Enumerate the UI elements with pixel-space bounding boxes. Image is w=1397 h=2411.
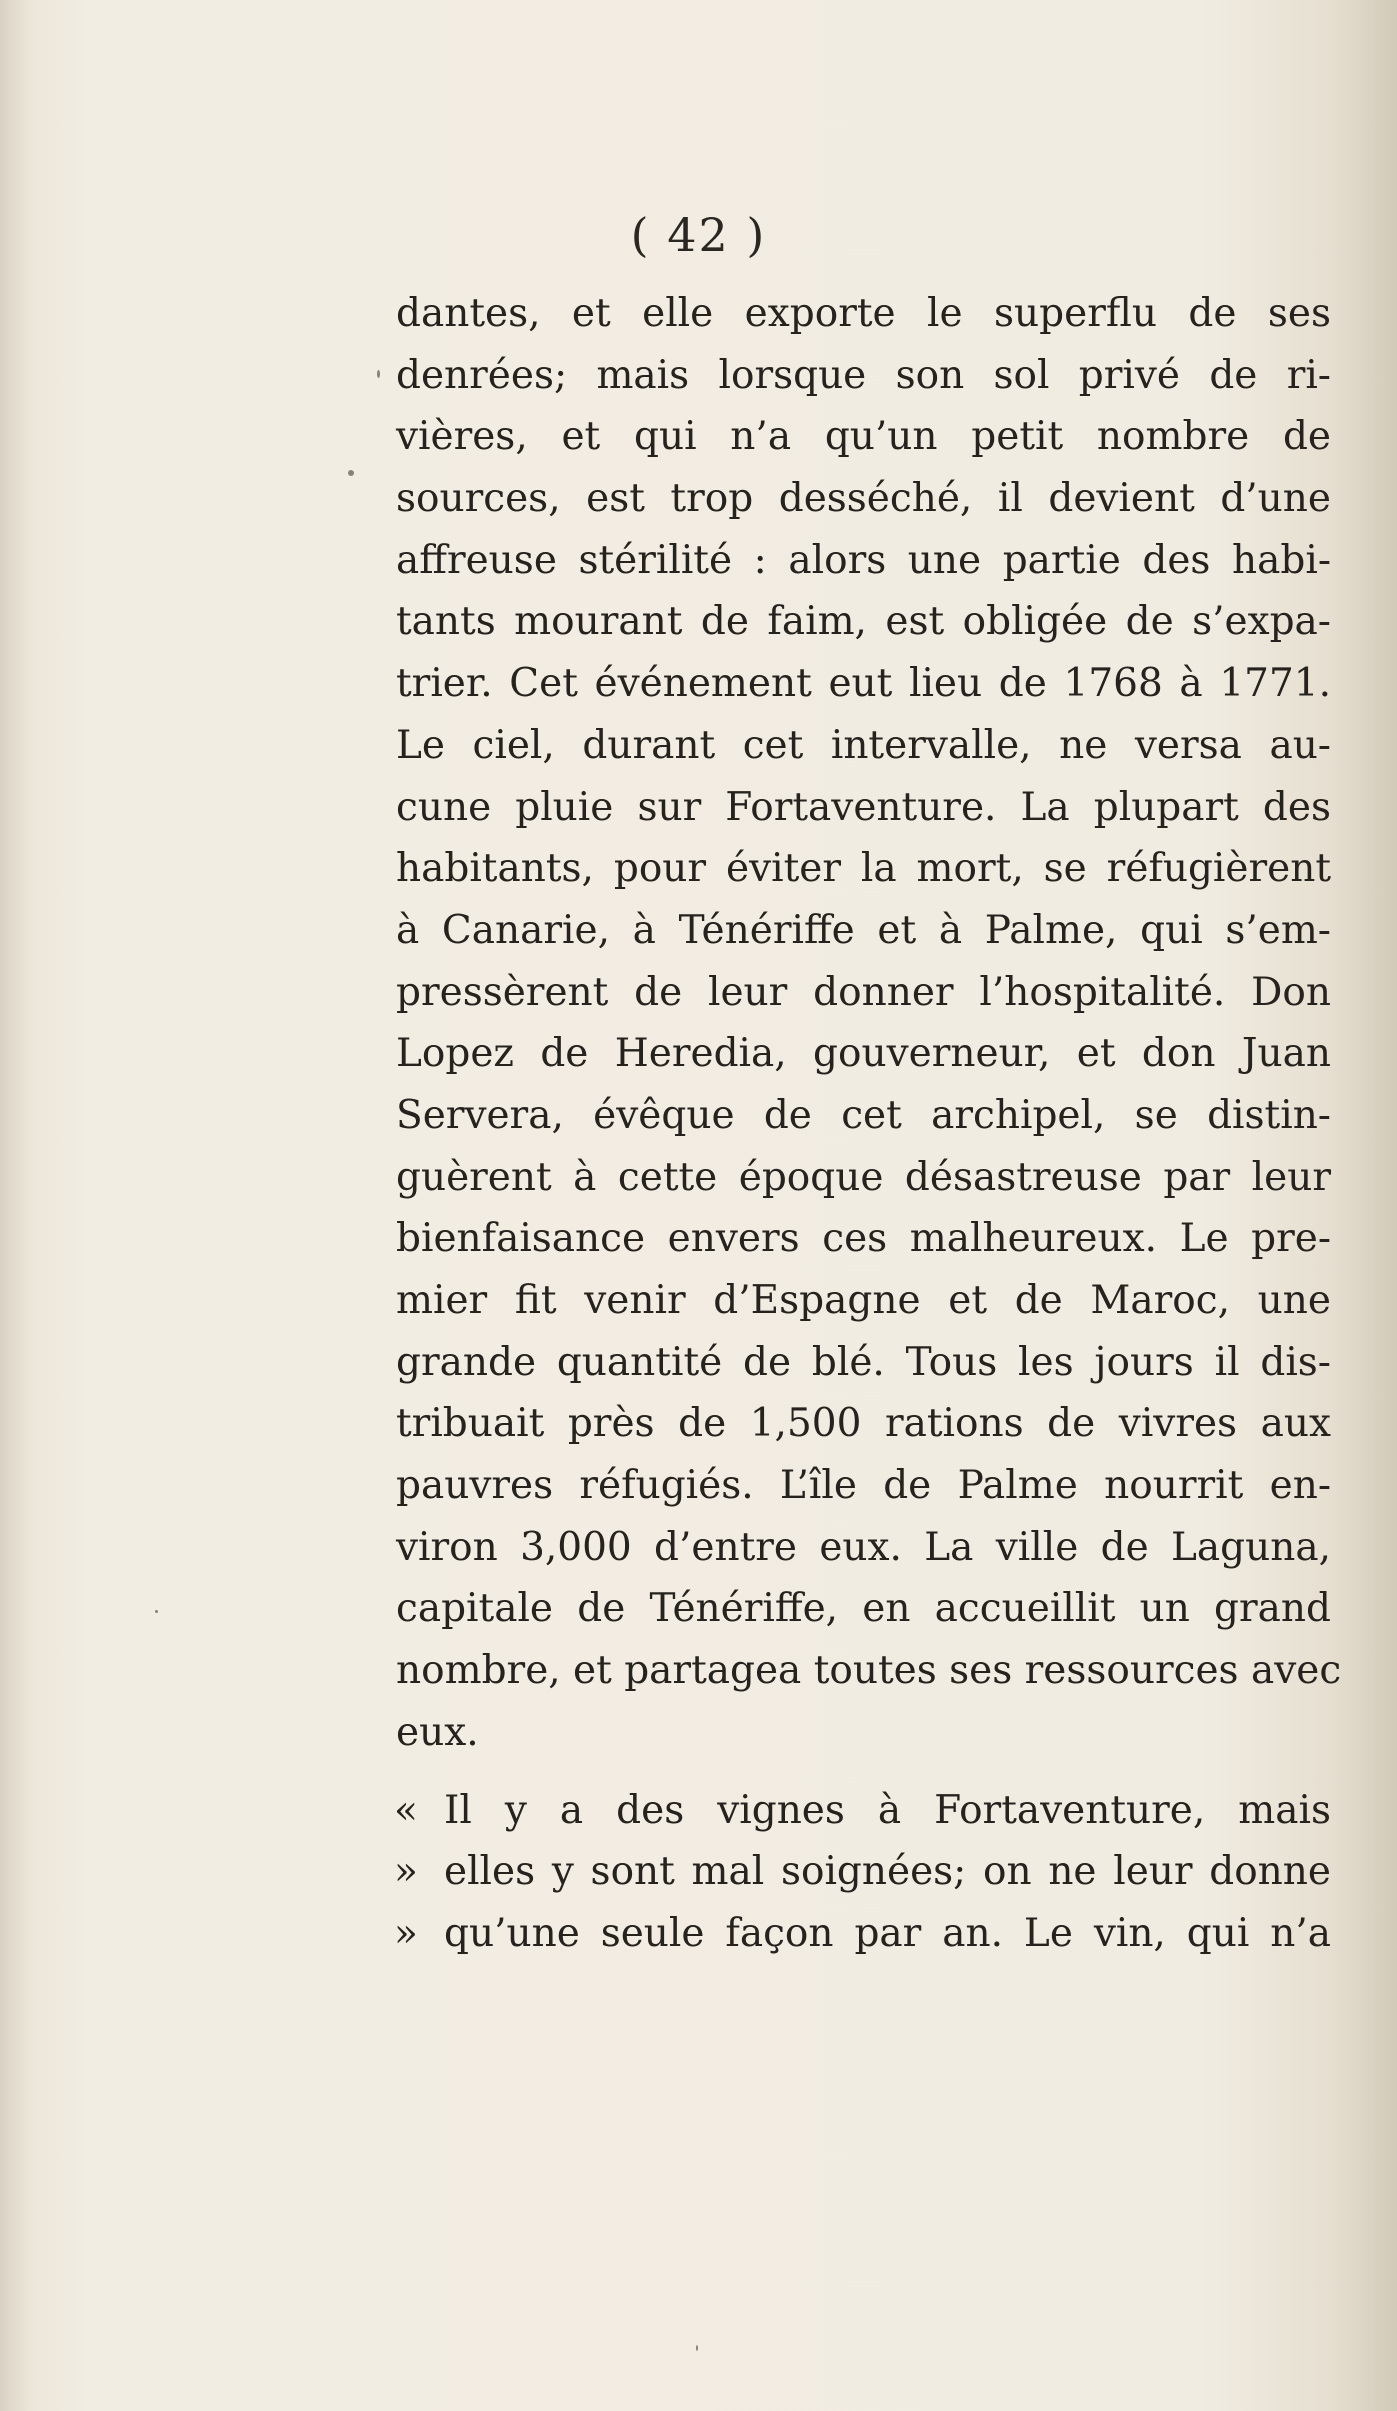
quote-line bbox=[396, 1903, 1331, 1965]
text-line: à Canarie, à Ténériffe et à Palme, qui s’em- bbox=[396, 907, 1331, 953]
text-line: Le ciel, durant cet intervalle, ne versa au- bbox=[396, 722, 1331, 768]
page-number: ( 42 ) bbox=[630, 208, 767, 262]
quote-line bbox=[396, 1841, 1331, 1903]
text-line: mier fit venir d’Espagne et de Maroc, une bbox=[396, 1278, 1331, 1323]
text-line: guèrent à cette époque désastreuse par leur bbox=[396, 1154, 1331, 1200]
quotation bbox=[396, 1780, 1331, 1965]
paper-speck bbox=[377, 370, 380, 378]
paragraph-gap bbox=[396, 1764, 1331, 1780]
text-line: pressèrent de leur donner l’hospitalité. Don bbox=[396, 969, 1331, 1015]
text-line: trier. Cet événement eut lieu de 1768 à 1771. bbox=[396, 661, 1331, 707]
quote-text: qu’une seule façon par an. Le vin, qui n’a bbox=[444, 1910, 1331, 1956]
text-line: sources, est trop desséché, il devient d’une bbox=[396, 476, 1331, 522]
text-line: denrées; mais lorsque son sol privé de ri- bbox=[396, 352, 1331, 398]
text-line: vières, et qui n’a qu’un petit nombre de bbox=[396, 414, 1331, 460]
body-text bbox=[394, 283, 1342, 1965]
text-line: habitants, pour éviter la mort, se réfugièrent bbox=[396, 846, 1331, 892]
text-line: grande quantité de blé. Tous les jours il dis- bbox=[396, 1339, 1331, 1385]
quote-mark: » bbox=[394, 1849, 418, 1895]
paper-speck bbox=[348, 470, 354, 476]
paragraph bbox=[396, 283, 1342, 1764]
quote-text: Il y a des vignes à Fortaventure, mais bbox=[444, 1787, 1331, 1833]
text-line: tribuait près de 1,500 rations de vivres aux bbox=[396, 1401, 1331, 1447]
quote-text: elles y sont mal soignées; on ne leur donne bbox=[444, 1849, 1331, 1895]
text-line: eux. bbox=[396, 1709, 479, 1755]
quote-mark: » bbox=[394, 1910, 418, 1956]
text-line: affreuse stérilité : alors une partie des habi- bbox=[396, 537, 1331, 583]
text-line: dantes, et elle exporte le superflu de ses bbox=[396, 291, 1331, 336]
text-line: bienfaisance envers ces malheureux. Le pre- bbox=[396, 1216, 1331, 1262]
text-line: Servera, évêque de cet archipel, se distin- bbox=[396, 1092, 1331, 1138]
paper-speck bbox=[155, 1610, 158, 1613]
text-line: nombre, et partagea toutes ses ressources avec bbox=[396, 1648, 1342, 1694]
quote-mark: « bbox=[394, 1787, 418, 1833]
text-line: tants mourant de faim, est obligée de s’expa- bbox=[396, 599, 1331, 645]
text-line: pauvres réfugiés. L’île de Palme nourrit en- bbox=[396, 1463, 1331, 1509]
text-line: viron 3,000 d’entre eux. La ville de Laguna, bbox=[396, 1524, 1331, 1570]
text-line: cune pluie sur Fortaventure. La plupart des bbox=[396, 784, 1331, 830]
quote-line bbox=[396, 1780, 1331, 1842]
text-line: Lopez de Heredia, gouverneur, et don Juan bbox=[396, 1031, 1331, 1077]
paper-speck bbox=[696, 2345, 698, 2351]
text-line: capitale de Ténériffe, en accueillit un grand bbox=[396, 1586, 1331, 1632]
